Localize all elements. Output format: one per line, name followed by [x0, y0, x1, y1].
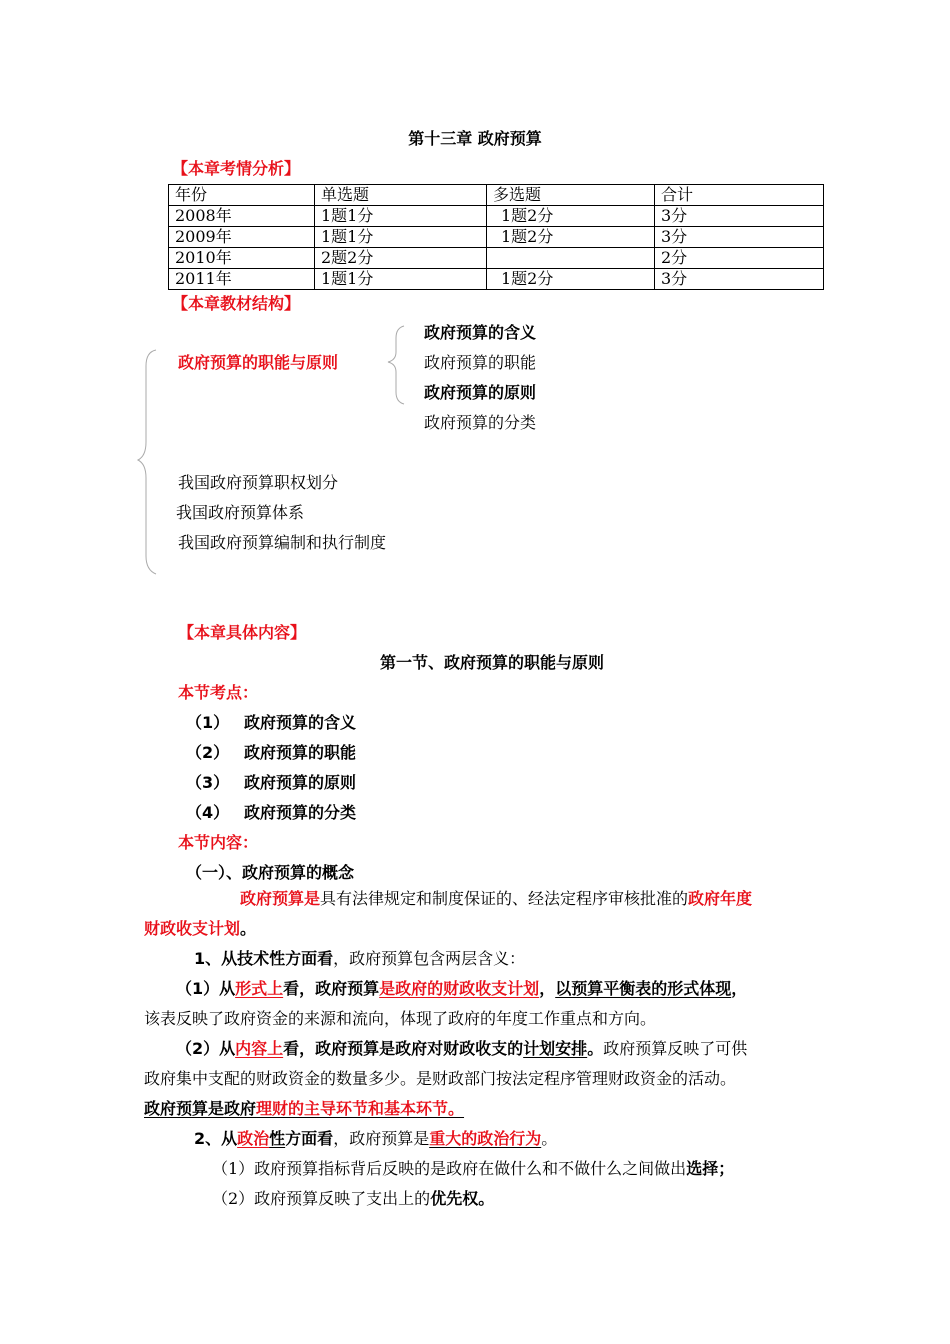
content-text: 政府预算反映了可供	[603, 1039, 748, 1058]
form-balance: 以预算平衡表的形式体现	[555, 979, 732, 998]
content-period: 。	[587, 1039, 604, 1058]
form-comma: ，	[539, 979, 556, 998]
political-line	[194, 1124, 557, 1154]
definition-paragraph	[144, 884, 814, 944]
political-end: 。	[541, 1129, 558, 1148]
table-cell: 3分	[655, 206, 824, 227]
table-header-cell: 年份	[169, 185, 315, 206]
chapter-title: 第十三章 政府预算	[408, 129, 542, 148]
definition-body: 具有法律规定和制度保证的、经法定程序审核批准的	[320, 889, 689, 908]
political-point-emphasis: 优先权。	[430, 1189, 495, 1208]
structure-branch-main: 政府预算的职能与原则	[178, 353, 339, 372]
table-cell: 1题1分	[315, 206, 487, 227]
structure-item: 我国政府预算编制和执行制度	[178, 533, 387, 552]
table-cell: 2010年	[169, 248, 315, 269]
content-plan: 计划安排	[523, 1039, 588, 1058]
structure-sub-item: 政府预算的分类	[424, 413, 537, 432]
key-point-num: （4）	[186, 803, 230, 822]
key-point-text: 政府预算的原则	[244, 773, 357, 792]
structure-item: 我国政府预算职权划分	[178, 473, 339, 492]
content-prefix: （2）从	[176, 1039, 236, 1058]
concept-heading: （一）、政府预算的概念	[186, 863, 355, 882]
key-point-num: （2）	[186, 743, 230, 762]
structure-heading: 【本章教材结构】	[172, 294, 301, 313]
content-heading: 【本章具体内容】	[178, 623, 307, 642]
content-role-lead: 政府预算是政府	[144, 1099, 257, 1118]
political-text: ，政府预算是	[333, 1129, 430, 1148]
content-paragraph	[144, 1034, 824, 1124]
technical-text: ，政府预算包含两层含义：	[333, 949, 526, 968]
table-cell: 2009年	[169, 227, 315, 248]
political-point	[212, 1154, 734, 1184]
technical-line	[194, 944, 525, 974]
table-cell: 2分	[655, 248, 824, 269]
form-is: 是政府的财政收支计划	[379, 979, 540, 998]
outer-brace	[138, 350, 156, 574]
form-prefix: （1）从	[176, 979, 236, 998]
table-header-cell: 合计	[655, 185, 824, 206]
inner-brace	[388, 326, 404, 404]
definition-emphasis: 政府年度	[688, 889, 753, 908]
content-label: 本节内容：	[178, 833, 259, 852]
political-prefix: 2、从	[194, 1129, 238, 1148]
table-cell: 3分	[655, 227, 824, 248]
definition-emphasis: 财政收支计划	[144, 919, 241, 938]
table-cell: 1题1分	[315, 269, 487, 290]
content-text: 政府集中支配的财政资金的数量多少。是财政部门按法定程序管理财政资金的活动。	[144, 1069, 737, 1088]
exam-analysis-heading: 【本章考情分析】	[172, 159, 301, 178]
political-point	[212, 1184, 494, 1214]
key-point-text: 政府预算的含义	[244, 713, 357, 732]
key-point-num: （3）	[186, 773, 230, 792]
definition-end: 。	[240, 919, 257, 938]
political-act: 重大的政治行为	[429, 1129, 542, 1148]
content-mid: 看，政府预算是政府对财政收支的	[283, 1039, 524, 1058]
political-xing: 性	[269, 1129, 286, 1148]
table-cell: 2题2分	[315, 248, 487, 269]
content-keyword: 内容上	[235, 1039, 284, 1058]
table-cell: 1题2分	[487, 227, 655, 248]
table-header-cell: 单选题	[315, 185, 487, 206]
structure-sub-item: 政府预算的含义	[424, 323, 537, 342]
structure-sub-item: 政府预算的职能	[424, 353, 537, 372]
structure-sub-item: 政府预算的原则	[424, 383, 537, 402]
key-point-text: 政府预算的职能	[244, 743, 357, 762]
political-point-text: （2）政府预算反映了支出上的	[212, 1189, 431, 1208]
key-points-label: 本节考点：	[178, 683, 259, 702]
form-paragraph	[144, 974, 824, 1034]
content-role: 理财的主导环节和基本环节。	[256, 1099, 465, 1118]
form-comma2: ，	[731, 979, 748, 998]
key-point-num: （1）	[186, 713, 230, 732]
structure-item: 我国政府预算体系	[176, 503, 305, 522]
political-aspect: 方面看	[285, 1129, 334, 1148]
table-header-cell: 多选题	[487, 185, 655, 206]
table-cell: 1题1分	[315, 227, 487, 248]
form-keyword: 形式上	[235, 979, 284, 998]
political-point-emphasis: 选择；	[686, 1159, 735, 1178]
table-cell: 1题2分	[487, 269, 655, 290]
form-explanation: 该表反映了政府资金的来源和流向，体现了政府的年度工作重点和方向。	[144, 1009, 657, 1028]
political-point-text: （1）政府预算指标背后反映的是政府在做什么和不做什么之间做出	[212, 1159, 687, 1178]
political-keyword: 政治	[237, 1129, 270, 1148]
table-cell: 2008年	[169, 206, 315, 227]
technical-heading: 1、从技术性方面看	[194, 949, 334, 968]
form-mid: 看，政府预算	[283, 979, 380, 998]
key-point-text: 政府预算的分类	[244, 803, 357, 822]
section-title: 第一节、政府预算的职能与原则	[379, 653, 604, 672]
table-cell: 1题2分	[487, 206, 655, 227]
table-cell: 2011年	[169, 269, 315, 290]
definition-term: 政府预算是	[240, 889, 321, 908]
table-cell: 3分	[655, 269, 824, 290]
